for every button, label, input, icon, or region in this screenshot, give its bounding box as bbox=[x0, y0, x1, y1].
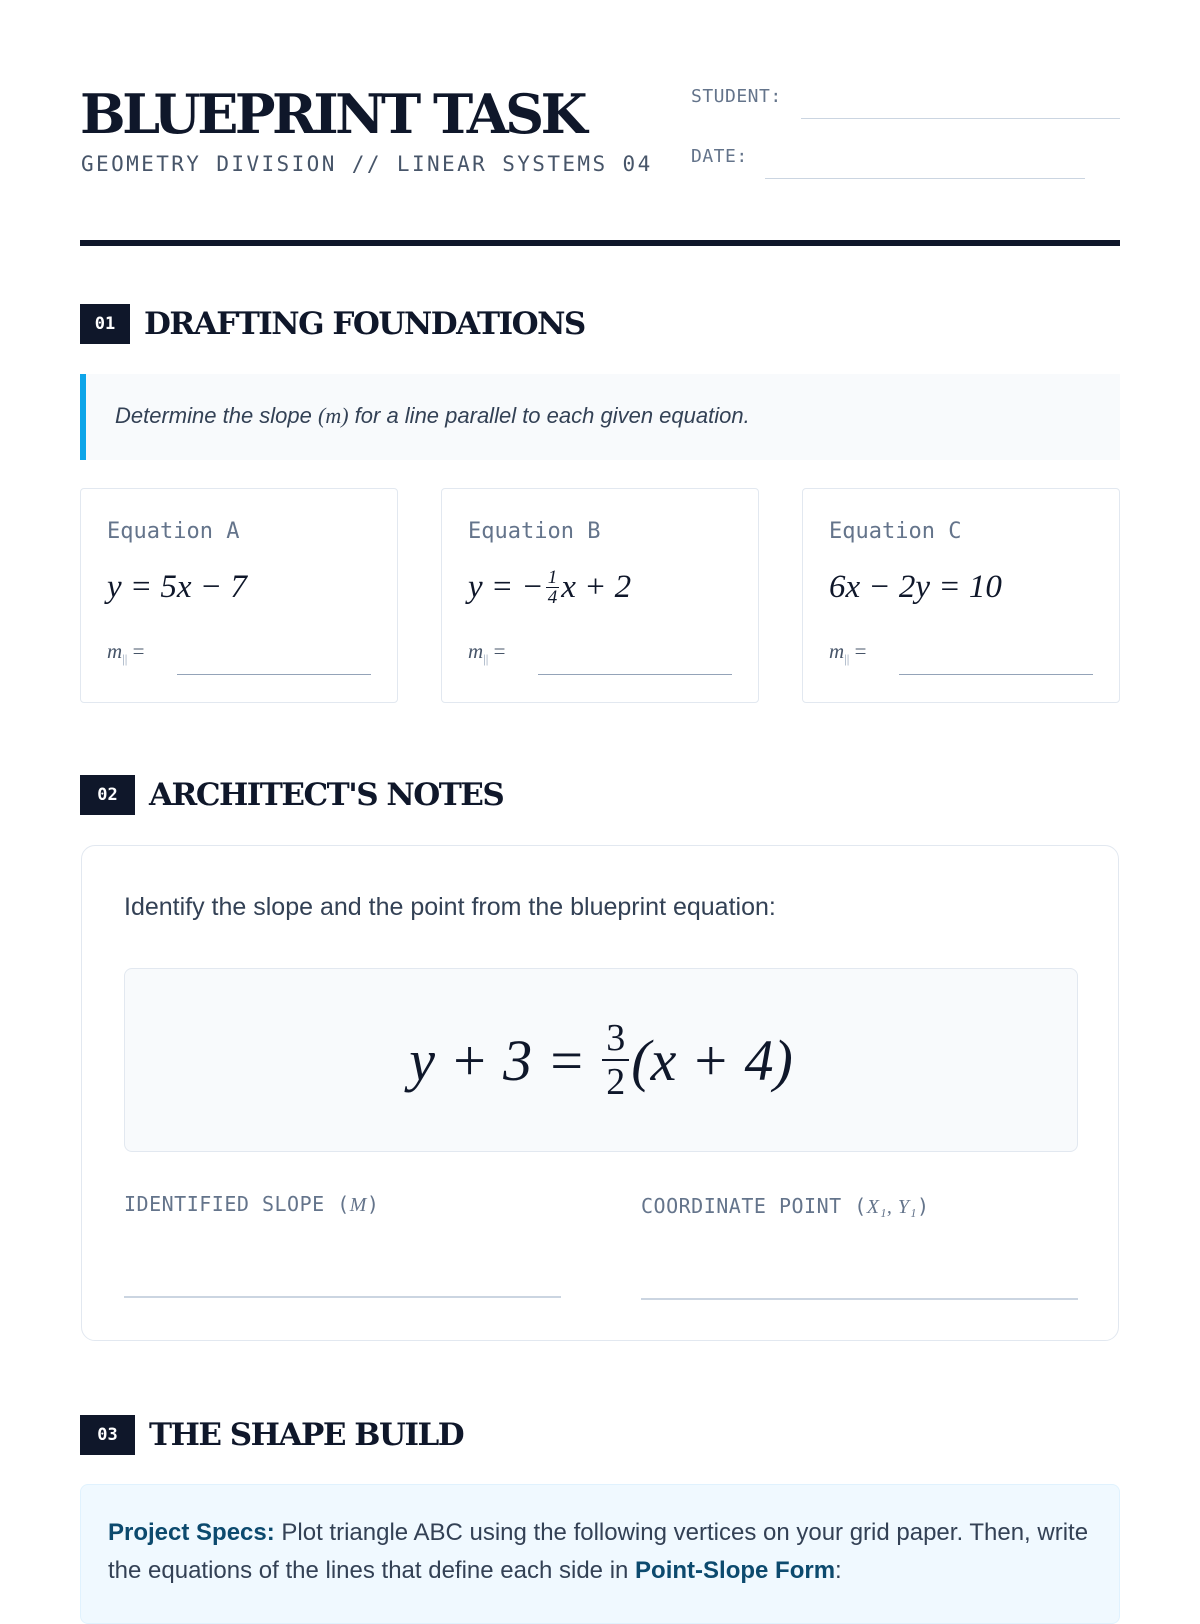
equation-left: y + 3 = bbox=[409, 1027, 601, 1093]
fraction-denominator: 2 bbox=[606, 1061, 626, 1103]
equation-right: (x + 4) bbox=[631, 1027, 793, 1093]
section-title-drafting-foundations: DRAFTING FOUNDATIONS bbox=[144, 306, 585, 342]
point-answer-line[interactable] bbox=[641, 1298, 1078, 1300]
equals-sign: = bbox=[127, 639, 145, 663]
point-variable: X₁, Y₁ bbox=[866, 1196, 917, 1218]
instruction-text bbox=[115, 403, 750, 429]
section-number-03: 03 bbox=[80, 1415, 135, 1455]
section-number-01: 01 bbox=[80, 304, 130, 344]
date-label: DATE: bbox=[691, 146, 748, 167]
equation-label: Equation B bbox=[468, 519, 601, 544]
slope-label bbox=[468, 639, 505, 667]
instruction-variable: (m) bbox=[318, 403, 349, 428]
point-label-text: COORDINATE POINT ( bbox=[641, 1194, 867, 1218]
equation-expression bbox=[468, 559, 631, 615]
equation-expression: 6x − 2y = 10 bbox=[829, 568, 1002, 605]
equation-card-b bbox=[441, 488, 759, 703]
slope-answer-line[interactable] bbox=[538, 674, 732, 675]
m-symbol: m bbox=[468, 639, 484, 663]
section-title-architects-notes: ARCHITECT'S NOTES bbox=[149, 777, 504, 813]
project-specs-text bbox=[108, 1514, 1098, 1590]
page-subtitle: GEOMETRY DIVISION // LINEAR SYSTEMS 04 bbox=[81, 152, 653, 176]
specs-colon: : bbox=[835, 1557, 842, 1584]
date-field[interactable] bbox=[765, 178, 1085, 179]
parallel-subscript: || bbox=[483, 651, 489, 667]
specs-heading: Project Specs: bbox=[108, 1519, 275, 1546]
student-label: STUDENT: bbox=[691, 86, 782, 107]
m-symbol: m bbox=[107, 639, 123, 663]
section-title-shape-build: THE SHAPE BUILD bbox=[149, 1417, 464, 1453]
specs-emphasis: Point-Slope Form bbox=[635, 1557, 836, 1584]
equation-part: x + 2 bbox=[561, 568, 632, 605]
slope-answer-line[interactable] bbox=[899, 674, 1093, 675]
slope-answer-line[interactable] bbox=[124, 1296, 561, 1298]
fraction-numerator: 1 bbox=[547, 566, 558, 588]
m-symbol: m bbox=[829, 639, 845, 663]
fraction-numerator: 3 bbox=[602, 1019, 629, 1061]
page-title: BLUEPRINT TASK bbox=[80, 82, 585, 146]
fraction-denominator: 4 bbox=[547, 586, 558, 608]
equation-expression: y = 5x − 7 bbox=[107, 568, 247, 605]
instruction-text-post: for a line parallel to each given equation. bbox=[348, 403, 750, 428]
point-label-close: ) bbox=[917, 1194, 930, 1218]
equation-card-a bbox=[80, 488, 398, 703]
fraction bbox=[546, 568, 560, 607]
specs-body: Plot triangle ABC using the following vertices on your grid paper. Then, write the equations of the lines that define each side in bbox=[108, 1519, 1089, 1584]
slope-variable: M bbox=[349, 1194, 367, 1216]
point-field-label bbox=[641, 1194, 930, 1219]
slope-label-close: ) bbox=[366, 1192, 380, 1216]
slope-label-text: IDENTIFIED SLOPE ( bbox=[124, 1192, 350, 1216]
parallel-subscript: || bbox=[844, 651, 850, 667]
equation-label: Equation C bbox=[829, 519, 962, 544]
fraction bbox=[602, 1019, 629, 1101]
notes-prompt: Identify the slope and the point from the blueprint equation: bbox=[124, 893, 776, 921]
equation-label: Equation A bbox=[107, 519, 240, 544]
equals-sign: = bbox=[849, 639, 867, 663]
slope-answer-line[interactable] bbox=[177, 674, 371, 675]
equation-card-c bbox=[802, 488, 1120, 703]
header-divider bbox=[80, 240, 1120, 246]
equation-part: y = − bbox=[468, 568, 544, 605]
blueprint-equation bbox=[124, 968, 1078, 1152]
section-number-02: 02 bbox=[80, 775, 135, 815]
equals-sign: = bbox=[488, 639, 506, 663]
slope-label bbox=[829, 639, 866, 667]
slope-field-label bbox=[124, 1192, 379, 1217]
slope-label bbox=[107, 639, 144, 667]
parallel-subscript: || bbox=[122, 651, 128, 667]
instruction-text-pre: Determine the slope bbox=[115, 403, 318, 428]
student-field[interactable] bbox=[801, 118, 1120, 119]
